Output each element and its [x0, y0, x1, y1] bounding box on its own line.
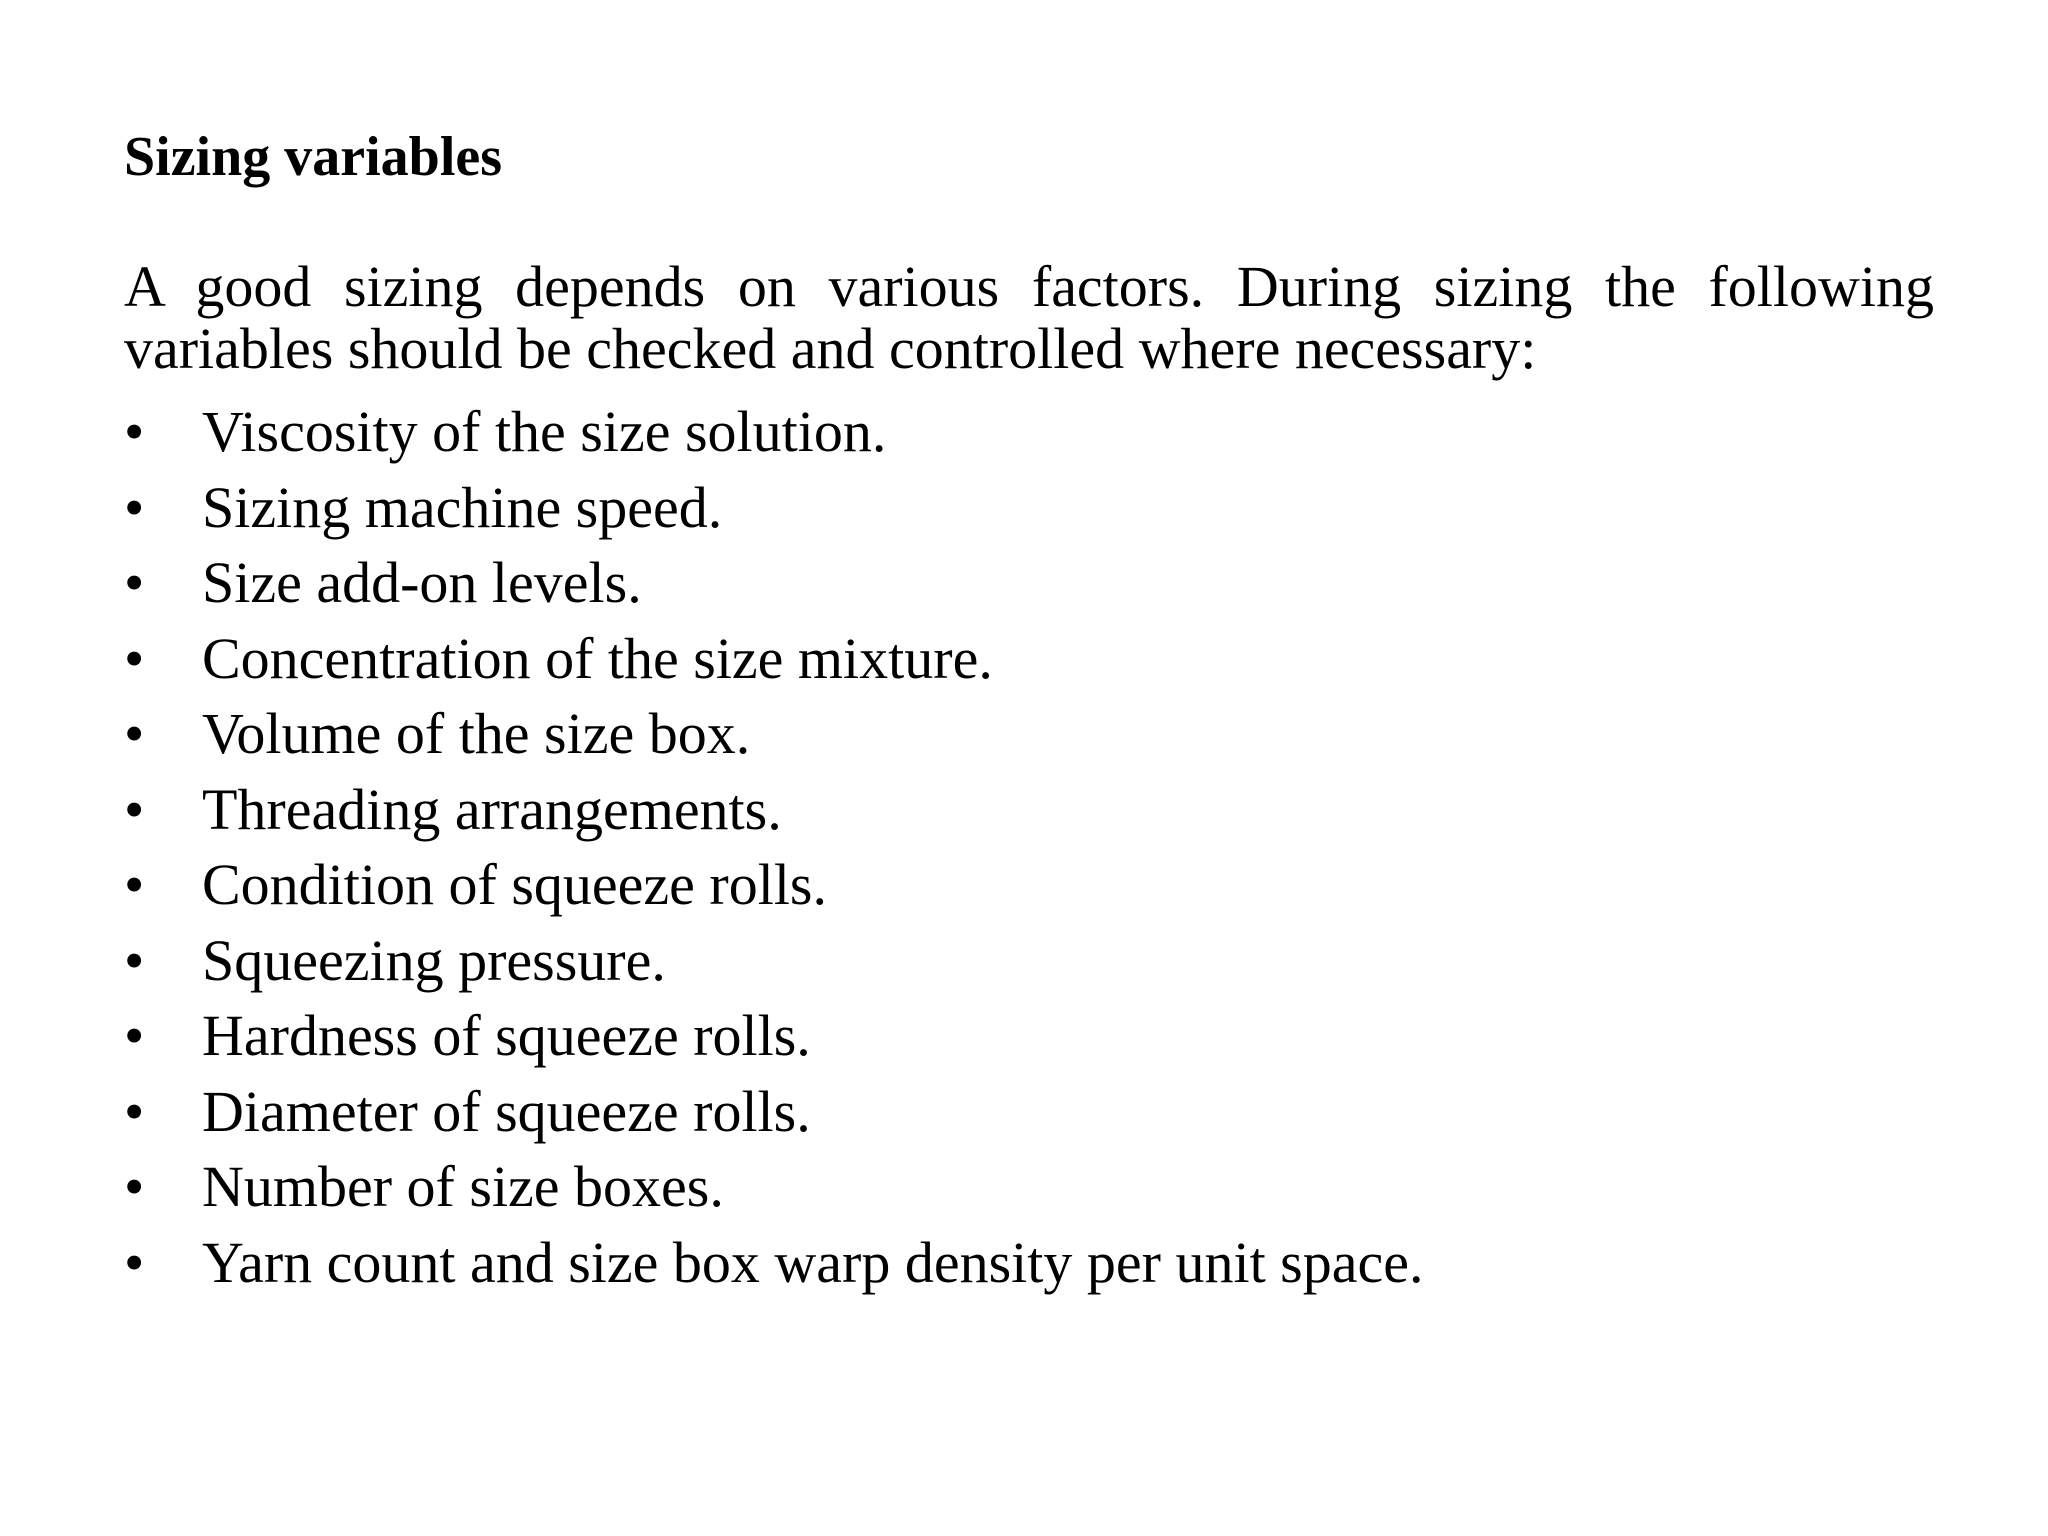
intro-paragraph: A good sizing depends on various factors. During sizing the following variables should be checked and controlled where necessary:: [124, 254, 1934, 381]
list-item-text: Squeezing pressure.: [202, 927, 666, 993]
list-item: [124, 1074, 1423, 1150]
list-item: [124, 1149, 1423, 1225]
list-item-text: Concentration of the size mixture.: [202, 625, 993, 691]
bullet-icon: •: [124, 474, 145, 540]
list-item-text: Size add-on levels.: [202, 550, 642, 615]
list-item-text: Volume of the size box.: [202, 701, 751, 766]
bullet-icon: •: [124, 550, 145, 615]
bullet-icon: •: [124, 1003, 145, 1068]
list-item: [124, 923, 1423, 999]
list-item-text: Threading arrangements.: [202, 776, 782, 842]
bullet-icon: •: [124, 776, 145, 842]
bullet-icon: •: [124, 927, 145, 993]
list-item: [124, 847, 1423, 923]
bullet-icon: •: [124, 1078, 145, 1144]
list-item-text: Number of size boxes.: [202, 1154, 724, 1219]
list-item: [124, 545, 1423, 621]
list-item: [124, 1225, 1423, 1301]
list-item: [124, 621, 1423, 697]
list-item-text: Sizing machine speed.: [202, 474, 723, 540]
slide-title: Sizing variables: [124, 126, 503, 188]
list-item: [124, 470, 1423, 546]
list-item-text: Diameter of squeeze rolls.: [202, 1078, 811, 1144]
bullet-icon: •: [124, 852, 145, 917]
list-item: [124, 394, 1423, 470]
list-item-text: Condition of squeeze rolls.: [202, 852, 828, 917]
list-item: [124, 696, 1423, 772]
bullet-icon: •: [124, 1154, 145, 1219]
list-item-text: Viscosity of the size solution.: [202, 399, 887, 464]
bullet-icon: •: [124, 1229, 145, 1295]
variables-list: [124, 394, 1423, 1300]
list-item: [124, 998, 1423, 1074]
list-item: [124, 772, 1423, 848]
list-item-text: Yarn count and size box warp density per unit space.: [202, 1229, 1424, 1295]
list-item-text: Hardness of squeeze rolls.: [202, 1003, 811, 1068]
bullet-icon: •: [124, 701, 145, 766]
bullet-icon: •: [124, 625, 145, 691]
bullet-icon: •: [124, 399, 145, 464]
